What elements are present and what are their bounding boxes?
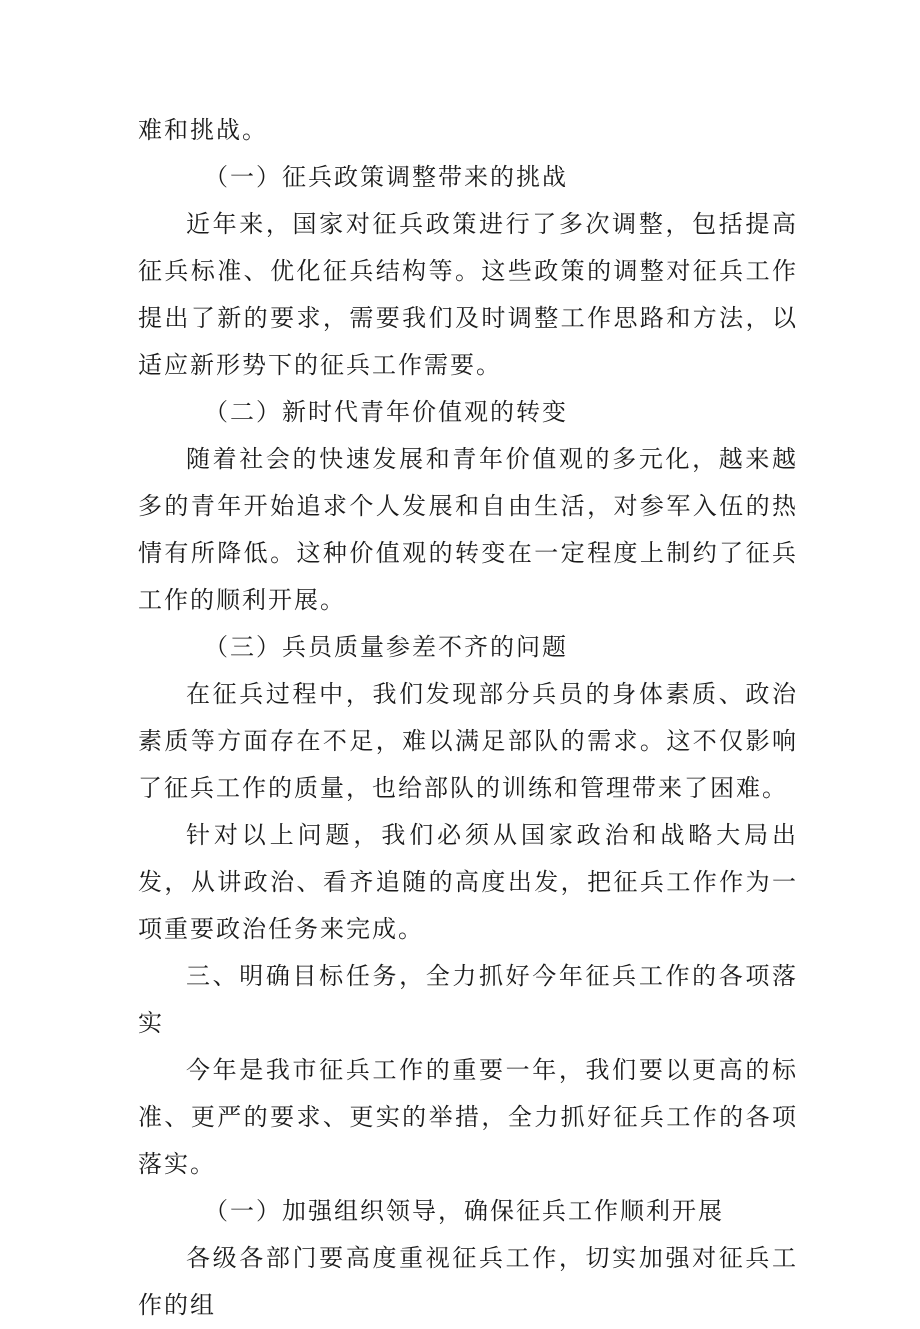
subheading-recruit-quality: （三）兵员质量参差不齐的问题 <box>204 633 568 661</box>
paragraph-departments: 各级各部门要高度重视征兵工作，切实加强对征兵工作的组 <box>138 1244 798 1319</box>
paragraph-continuation: 难和挑战。 <box>138 116 268 144</box>
paragraph-this-year: 今年是我市征兵工作的重要一年，我们要以更高的标准、更严的要求、更实的举措，全力抓好征兵工作的各项落实。 <box>138 1056 798 1178</box>
paragraph-youth-values: 随着社会的快速发展和青年价值观的多元化，越来越多的青年开始追求个人发展和自由生活，对参军入伍的热情有所降低。这种价值观的转变在一定程度上制约了征兵工作的顺利开展。 <box>138 445 798 614</box>
subheading-youth-values: （二）新时代青年价值观的转变 <box>204 398 568 426</box>
subheading-policy-adjustment: （一）征兵政策调整带来的挑战 <box>204 163 568 191</box>
subheading-organization: （一）加强组织领导，确保征兵工作顺利开展 <box>204 1197 724 1225</box>
section-heading-three: 三、明确目标任务，全力抓好今年征兵工作的各项落实 <box>138 962 798 1037</box>
paragraph-policy: 近年来，国家对征兵政策进行了多次调整，包括提高征兵标准、优化征兵结构等。这些政策的调整对征兵工作提出了新的要求，需要我们及时调整工作思路和方法，以适应新形势下的征兵工作需要。 <box>138 210 798 379</box>
document-body <box>138 107 798 1329</box>
paragraph-recruit-quality: 在征兵过程中，我们发现部分兵员的身体素质、政治素质等方面存在不足，难以满足部队的需求。这不仅影响了征兵工作的质量，也给部队的训练和管理带来了困难。 <box>138 680 798 802</box>
paragraph-conclusion: 针对以上问题，我们必须从国家政治和战略大局出发，从讲政治、看齐追随的高度出发，把征兵工作作为一项重要政治任务来完成。 <box>138 821 798 943</box>
